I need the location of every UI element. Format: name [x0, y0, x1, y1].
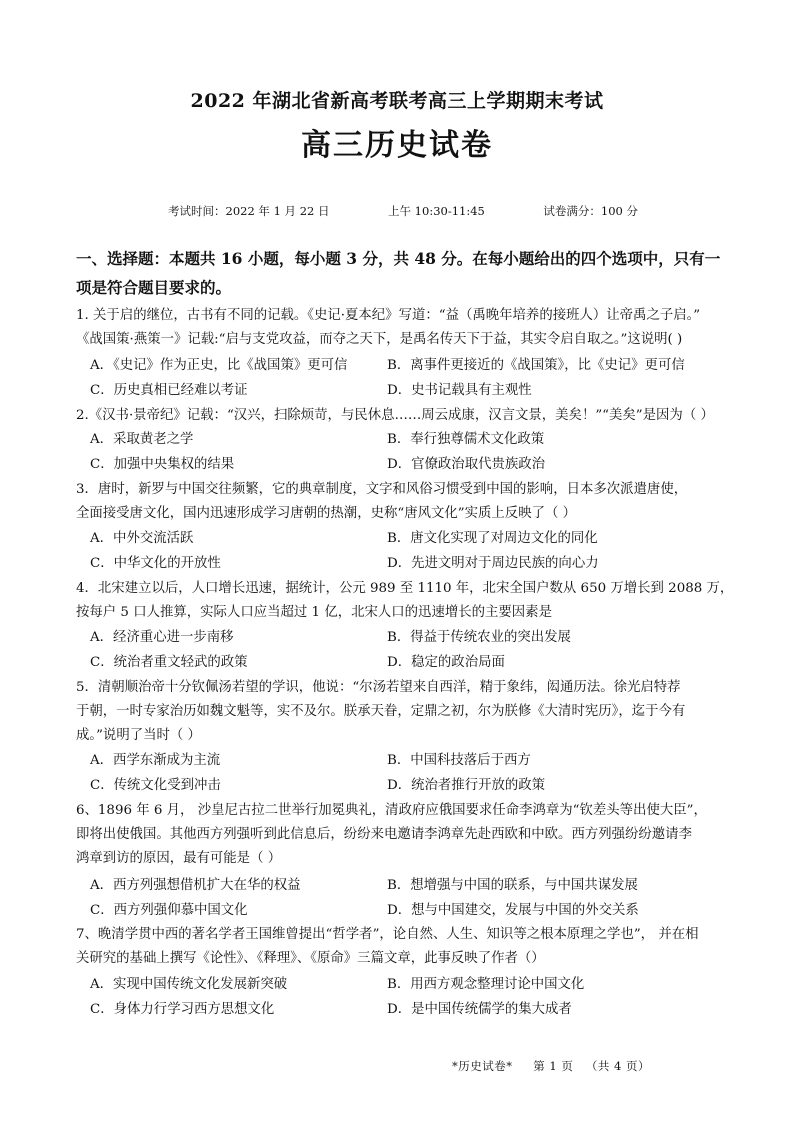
section-heading — [76, 244, 726, 302]
question-5 — [76, 676, 726, 748]
question-2 — [76, 404, 726, 428]
option-a[interactable]: A．实现中国传统文化发展新突破 — [90, 977, 288, 992]
option-c[interactable]: C．传统文化受到冲击 — [90, 777, 221, 793]
option-d[interactable]: D．想与中国建交，发展与中国的外交关系 — [387, 902, 639, 918]
option-d[interactable]: D．是中国传统儒学的集大成者 — [387, 1001, 572, 1017]
question-text: 4．北宋建立以后，人口增长迅速，据统计，公元 989 至 1110 年，北宋全国户数从 650 万增长到 2088 万， — [76, 581, 734, 596]
question-text: 6、1896 年 6 月， 沙皇尼古拉二世举行加冕典礼，清政府应俄国要求任命李鸿章为“钦差头等出使大臣”， — [76, 803, 707, 818]
option-d[interactable]: D．官僚政治取代贵族政治 — [387, 456, 546, 472]
option-c[interactable]: C．加强中央集权的结果 — [90, 456, 235, 472]
question-text: 全面接受唐文化，国内迅速形成学习唐朝的热潮，史称“唐风文化”实质上反映了（ ） — [76, 506, 577, 521]
question-3-options — [90, 527, 710, 576]
option-d[interactable]: D．稳定的政治局面 — [387, 654, 505, 670]
option-b[interactable]: B．用西方观念整理讨论中国文化 — [387, 977, 585, 992]
option-c[interactable]: C．西方列强仰慕中国文化 — [90, 902, 248, 918]
question-text: 鸿章到访的原因，最有可能是（ ） — [76, 851, 282, 866]
option-d[interactable]: D．先进文明对于周边民族的向心力 — [387, 555, 599, 571]
exam-info — [168, 203, 638, 219]
option-b[interactable]: B．唐文化实现了对周边文化的同化 — [387, 531, 598, 546]
option-a[interactable]: A．经济重心进一步南移 — [90, 630, 234, 645]
page-footer — [452, 1058, 650, 1074]
option-c[interactable]: C．身体力行学习西方思想文化 — [90, 1001, 275, 1017]
question-text: 5．清朝顺治帝十分钦佩汤若望的学识，他说：“尔汤若望来自西洋，精于象纬，闳通历法。徐光启特荐 — [76, 680, 681, 695]
option-a[interactable]: A．《史记》作为正史，比《战国策》更可信 — [90, 358, 348, 373]
question-text: 3．唐时，新罗与中国交往频繁，它的典章制度，文字和风俗习惯受到中国的影响，日本多次派遣唐使， — [76, 482, 688, 497]
footer-total-pages: （共 4 页） — [585, 1059, 651, 1073]
question-text: 成。”说明了当时（ ） — [76, 728, 201, 743]
option-a[interactable]: A．西方列强想借机扩大在华的权益 — [90, 878, 301, 893]
option-a[interactable]: A．西学东渐成为主流 — [90, 753, 221, 768]
question-4-options — [90, 626, 710, 675]
question-text: 1. 关于启的继位，古书有不同的记载。《史记·夏本纪》写道：“益（禹晚年培养的接班人）让帝禹之子启。” — [76, 308, 701, 323]
question-3 — [76, 478, 726, 526]
section-heading-line: 一、选择题：本题共 16 小题，每小题 3 分，共 48 分。在每小题给出的四个选项中，只有一 — [76, 249, 721, 268]
option-b[interactable]: B．想增强与中国的联系，与中国共谋发展 — [387, 878, 638, 893]
footer-subject: *历史试卷* — [452, 1059, 513, 1073]
question-text: 《战国策·燕策一》记载:“启与支党攻益，而夺之天下，是禹名传天下于益，其实令启自取之。”这说明( ) — [76, 332, 683, 347]
option-c[interactable]: C．统治者重文轻武的政策 — [90, 654, 248, 670]
option-b[interactable]: B．中国科技落后于西方 — [387, 753, 531, 768]
option-a[interactable]: A．采取黄老之学 — [90, 432, 194, 447]
question-7-options — [90, 973, 710, 1022]
section-heading-line: 项是符合题目要求的。 — [76, 278, 232, 297]
question-text: 即将出使俄国。其他西方列强听到此信息后，纷纷来电邀请李鸿章先赴西欧和中欧。西方列强纷纷邀请李 — [76, 827, 692, 842]
option-d[interactable]: D．史书记载具有主观性 — [387, 382, 532, 398]
question-2-options — [90, 428, 710, 477]
footer-page-number: 第 1 页 — [533, 1059, 574, 1073]
exam-score: 试卷满分：100 分 — [543, 204, 638, 218]
option-c[interactable]: C．历史真相已经难以考证 — [90, 382, 248, 398]
question-text: 关研究的基础上撰写《论性》、《释理》、《原命》三篇文章，此事反映了作者（） — [76, 951, 545, 966]
question-text: 于朝，一时专家治历如魏文魁等，实不及尔。朕承天眷，定鼎之初，尔为朕修《大清时宪历》，迄于今有 — [76, 704, 686, 719]
option-d[interactable]: D．统治者推行开放的政策 — [387, 777, 546, 793]
option-b[interactable]: B．奉行独尊儒术文化政策 — [387, 432, 545, 447]
option-c[interactable]: C．中华文化的开放性 — [90, 555, 221, 571]
question-text: 2.《汉书·景帝纪》记载：“汉兴，扫除烦苛，与民休息……周云成康，汉言文景，美矣！”“美矣”是因为（ ） — [76, 408, 714, 423]
option-a[interactable]: A．中外交流活跃 — [90, 531, 194, 546]
question-6 — [76, 799, 726, 871]
question-1-options — [90, 354, 710, 403]
question-6-options — [90, 874, 710, 923]
option-b[interactable]: B．得益于传统农业的突出发展 — [387, 630, 571, 645]
exam-title: 2022 年湖北省新高考联考高三上学期期末考试 — [190, 90, 604, 112]
question-text: 7、晚清学贯中西的著名学者王国维曾提出“哲学者”，论自然、人生、知识等之根本原理之学也”， 并在相 — [76, 927, 699, 942]
question-5-options — [90, 749, 710, 798]
question-7 — [76, 923, 726, 971]
subject-title: 高三历史试卷 — [301, 128, 493, 163]
question-4 — [76, 577, 734, 625]
option-b[interactable]: B．离事件更接近的《战国策》，比《史记》更可信 — [387, 358, 685, 373]
question-text: 按每户 5 口人推算，实际人口应当超过 1 亿，北宋人口的迅速增长的主要因素是 — [76, 605, 552, 620]
exam-time: 考试时间：2022 年 1 月 22 日 — [168, 204, 330, 218]
exam-session: 上午 10:30-11:45 — [388, 204, 485, 218]
question-1 — [76, 304, 726, 352]
